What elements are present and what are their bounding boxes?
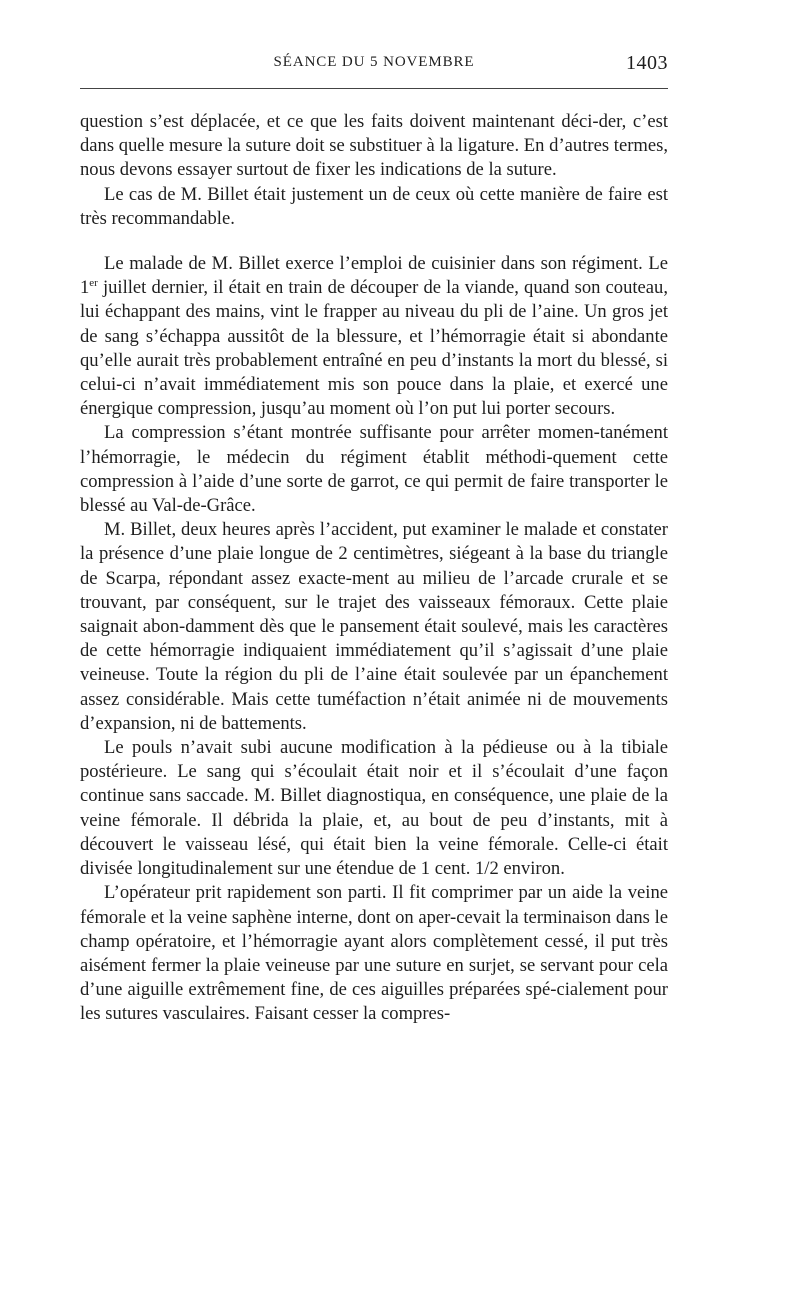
date-number: 1 (80, 277, 90, 299)
paragraph: Le pouls n’avait subi aucune modification à la pédieuse ou à la tibiale postérieure. Le sang qui s’écoulait était noir et il s’écoulait d’une façon continue sans saccade. M. Billet diagnostiqua, en conséquence, une plaie de la veine fémorale. Il débrida la plaie, et, au bout de peu d’instants, mit à découvert le vaisseau lésé, qui était bien la veine fémorale. Celle-ci était divisée longitudinalement sur une étendue de 1 cent. 1/2 environ. (80, 737, 668, 880)
paragraph-text: Le malade de M. Billet exerce l’emploi de cuisinier dans son régiment. Le (104, 253, 668, 275)
paragraph: L’opérateur prit rapidement son parti. Il fit comprimer par un aide la veine fémorale et la veine saphène interne, dont on aper-cevait la terminaison dans le champ opératoire, et l’hémorragie ayant alors complètement cessé, il put très aisément fermer la plaie veineuse par une suture en surjet, se servant pour cela d’une aiguille extrêmement fine, de ces aiguilles préparées spé-cialement pour les sutures vasculaires. Faisant cesser la compres- (80, 882, 668, 1025)
running-head (80, 54, 668, 80)
paragraph: M. Billet, deux heures après l’accident, put examiner le malade et constater la présence d’une plaie longue de 2 centimètres, siégeant à la base du triangle de Scarpa, répondant assez exacte-ment au milieu de l’arcade crurale et se trouvant, par conséquent, sur le trajet des vaisseaux fémoraux. Cette plaie saignait abon-damment dès que le pansement était soulevé, mais les caractères de cette hémorragie indiquaient immédiatement qu’il s’agissait d’une plaie veineuse. Toute la région du pli de l’aine était soulevée par un épanchement assez considérable. Mais cette tuméfaction n’était animée ni de mouvements d’expansion, ni de battements. (80, 519, 668, 734)
paragraph: question s’est déplacée, et ce que les faits doivent maintenant déci-der, c’est dans quelle mesure la suture doit se substituer à la ligature. En d’autres termes, nous devons essayer surtout de fixer les indications de la suture. (80, 111, 668, 181)
page-number: 1403 (626, 52, 668, 74)
header-rule (80, 88, 668, 89)
paragraph (80, 252, 668, 421)
paragraph-text: juillet dernier, il était en train de découper de la viande, quand son couteau, lui échappant des mains, vint le frapper au niveau du pli de l’aine. Un gros jet de sang s’échappa aussitôt de la blessure, et l’hémorragie était si abondante qu’elle aurait très probablement entraîné en peu d’instants la mort du blessé, si celui-ci n’avait immédiatement mis son pouce dans la plaie, et exercé une énergique compression, jusqu’au moment où l’on put lui porter secours. (80, 277, 668, 420)
paragraph: Le cas de M. Billet était justement un de ceux où cette manière de faire est très recommandable. (80, 183, 668, 229)
paragraph: La compression s’étant montrée suffisante pour arrêter momen-tanément l’hémorragie, le médecin du régiment établit méthodi-quement cette compression à l’aide d’une sorte de garrot, ce qui permit de faire transporter le blessé au Val-de-Grâce. (80, 422, 668, 517)
running-title: SÉANCE DU 5 NOVEMBRE (273, 54, 475, 70)
date-superscript: er (89, 277, 98, 290)
body-text (80, 110, 668, 1027)
